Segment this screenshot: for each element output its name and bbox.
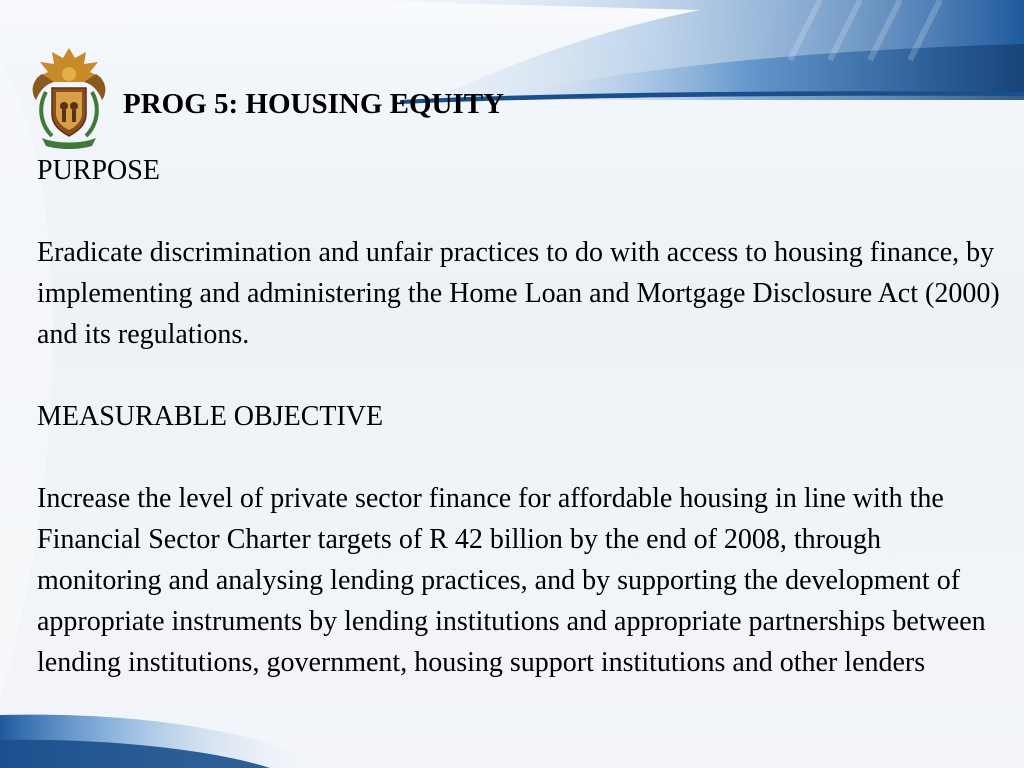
slide-content <box>37 150 1012 683</box>
spacer <box>37 191 1012 232</box>
slide-title: PROG 5: HOUSING EQUITY <box>123 88 505 120</box>
coat-of-arms-icon <box>26 44 112 150</box>
purpose-text: Eradicate discrimination and unfair practices to do with access to housing finance, by implementing and administering the Home Loan and Mortgage Disclosure Act (2000) and its regulations. <box>37 237 1000 350</box>
spacer <box>37 355 1012 396</box>
objective-text: Increase the level of private sector finance for affordable housing in line with the Financial Sector Charter targets of R 42 billion by the end of 2008, through monitoring and analysing lending practices, and by supporting the development of appropriate instruments by lending institutions and appropriate partnerships between lending institutions, government, housing support institutions and other lenders <box>37 483 986 678</box>
purpose-heading: PURPOSE <box>37 155 160 186</box>
objective-heading: MEASURABLE OBJECTIVE <box>37 401 384 432</box>
spacer <box>37 437 1012 478</box>
